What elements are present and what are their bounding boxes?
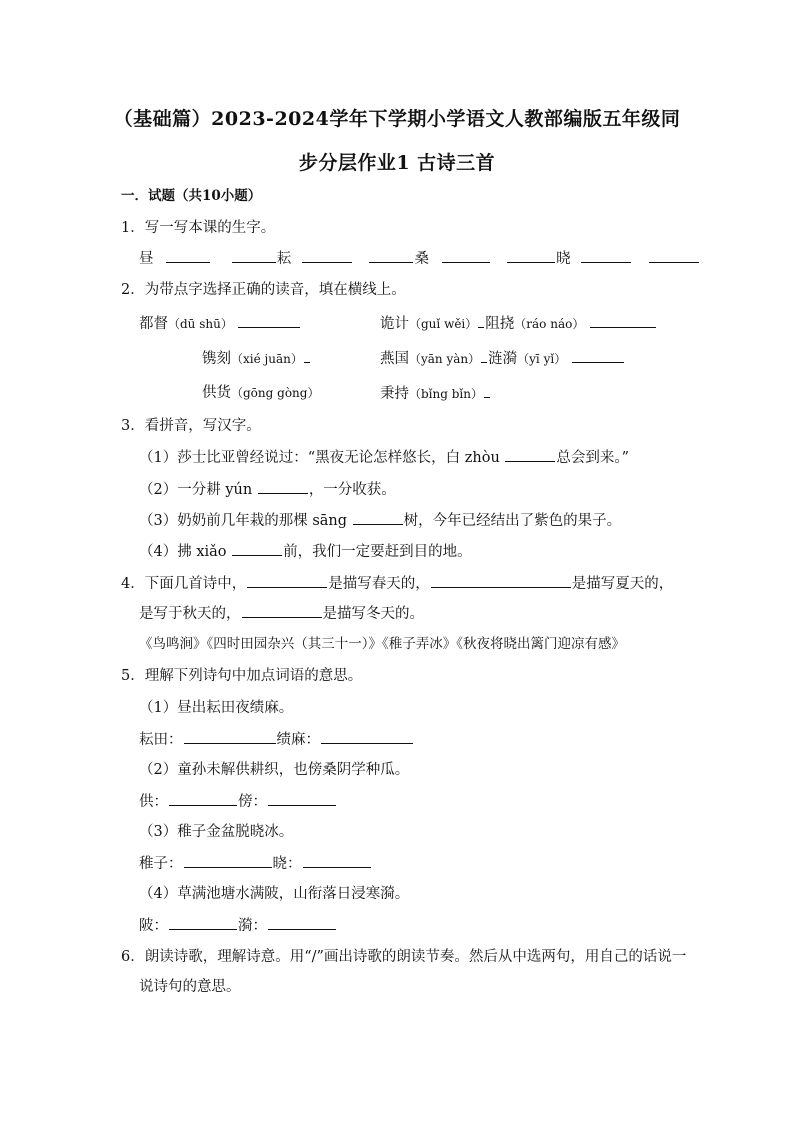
q2-word: 供货 [202, 385, 231, 401]
q5-blank[interactable] [169, 915, 237, 930]
q5-stem: 5．理解下列诗句中加点词语的意思。 [121, 668, 363, 684]
q3-stem: 3．看拼音，写汉字。 [121, 418, 261, 434]
q5-blank[interactable] [184, 853, 272, 868]
q2-item [202, 383, 319, 403]
q4-poem-list: 《鸟鸣涧》《四时田园杂兴（其三十一）》《稚子弄冰》《秋夜将晓出篱门迎凉有感》 [139, 636, 625, 652]
q2-pinyin: （dū shū） [168, 317, 233, 331]
q3-item [139, 447, 629, 468]
q6-line-1: 6．朗读诗歌，理解诗意。用“/”画出诗歌的朗读节奏。然后从中选两句，用自己的话说一 [121, 949, 687, 965]
q4-line-2 [139, 603, 424, 624]
q4-line-1 [121, 573, 673, 594]
q5-verse: （3）稚子金盆脱晓冰。 [139, 824, 294, 840]
q2-blank[interactable] [478, 313, 484, 328]
q3-blank[interactable] [258, 479, 308, 494]
q2-word: 诡计 [380, 316, 409, 332]
q4-blank-winter[interactable] [242, 603, 322, 618]
q2-word: 燕国 [380, 351, 409, 367]
q2-blank[interactable] [238, 313, 300, 328]
q2-item [202, 348, 311, 369]
q3-item [139, 479, 396, 500]
q5-answer-row [139, 729, 414, 750]
q5-term: 供： [139, 794, 168, 810]
q1-char: 昼 [139, 251, 154, 267]
q2-item [380, 313, 657, 334]
q5-term: 耘田： [139, 732, 183, 748]
q4-text: 是写于秋天的， [139, 606, 241, 622]
q3-item [139, 541, 472, 562]
q3-item [139, 510, 621, 531]
q5-blank[interactable] [303, 853, 371, 868]
q3-blank[interactable] [353, 510, 403, 525]
q2-word: 涟漪 [488, 351, 518, 367]
q1-char: 晓 [556, 251, 571, 267]
q5-blank[interactable] [268, 791, 336, 806]
q3-blank[interactable] [232, 541, 282, 556]
title-line-1: （基础篇）2023-2024学年下学期小学语文人教部编版五年级同 [113, 108, 681, 130]
q2-blank[interactable] [481, 348, 487, 363]
q1-blank[interactable] [581, 248, 631, 263]
q1-char: 耘 [276, 251, 292, 267]
q5-blank[interactable] [321, 729, 413, 744]
q1-char: 桑 [414, 251, 429, 267]
q5-verse: （1）昼出耘田夜绩麻。 [139, 700, 294, 716]
q5-answer-row [139, 915, 337, 936]
q5-term: 漪： [238, 918, 267, 934]
q1-blank[interactable] [649, 248, 699, 263]
q3-text: 总会到来。” [556, 450, 630, 466]
q2-word: 镌刻 [202, 351, 231, 367]
q4-text: 4．下面几首诗中， [121, 576, 247, 592]
q2-item [380, 348, 625, 369]
title-line-2: 步分层作业1 古诗三首 [298, 152, 496, 174]
q4-text: 是描写冬天的。 [322, 606, 424, 622]
q2-pinyin: （bǐng bǐn） [409, 387, 483, 401]
q1-blank[interactable] [166, 248, 210, 263]
q3-text: （2）一分耕 yún [139, 482, 257, 498]
section-heading: 一．试题（共10小题） [121, 188, 262, 204]
q4-text: 是描写春天的， [328, 576, 430, 592]
q3-text: （4）拂 xiǎo [139, 544, 232, 560]
q5-blank[interactable] [268, 915, 336, 930]
q5-blank[interactable] [169, 791, 237, 806]
q2-blank[interactable] [484, 383, 490, 398]
q1-blank[interactable] [442, 248, 490, 263]
q2-item [380, 383, 491, 404]
q3-text: 前，我们一定要赶到目的地。 [283, 544, 472, 560]
q1-char-row [139, 248, 700, 269]
q5-answer-row [139, 853, 372, 874]
q1-blank[interactable] [369, 248, 413, 263]
q2-word: 阻挠 [485, 316, 515, 332]
q3-text: （1）莎士比亚曾经说过：“黑夜无论怎样悠长，白 zhòu [139, 450, 505, 466]
q1-blank[interactable] [302, 248, 352, 263]
q2-blank[interactable] [572, 348, 624, 363]
q5-term: 傍： [238, 794, 267, 810]
q2-blank[interactable] [590, 313, 656, 328]
q2-pinyin: （yī yǐ） [517, 352, 567, 366]
q5-answer-row [139, 791, 337, 812]
q5-verse: （2）童孙未解供耕织，也傍桑阴学种瓜。 [139, 762, 410, 778]
q2-word: 秉持 [380, 386, 409, 402]
q4-blank-spring[interactable] [247, 573, 327, 588]
q1-stem: 1．写一写本课的生字。 [121, 220, 276, 236]
q3-text: ，一分收获。 [308, 482, 396, 498]
q1-blank[interactable] [232, 248, 276, 263]
q3-text: （3）奶奶前几年栽的那棵 sāng [139, 513, 352, 529]
q5-term: 绩麻： [276, 732, 320, 748]
q6-line-2: 说诗句的意思。 [139, 979, 241, 995]
q2-word: 都督 [139, 316, 168, 332]
q2-blank[interactable] [304, 348, 310, 363]
q5-blank[interactable] [184, 729, 276, 744]
q5-term: 晓： [272, 856, 302, 872]
q3-blank[interactable] [505, 447, 555, 462]
q2-pinyin: （yān yàn） [409, 352, 481, 366]
q4-text: 是描写夏天的， [571, 576, 674, 592]
q5-term: 陂： [139, 918, 168, 934]
q2-pinyin: （gōng gòng） [231, 386, 320, 400]
q2-pinyin: （ráo náo） [514, 317, 585, 331]
q5-verse: （4）草满池塘水满陂，山衔落日浸寒漪。 [139, 886, 410, 902]
q2-stem: 2．为带点字选择正确的读音，填在横线上。 [121, 282, 406, 298]
q1-blank[interactable] [507, 248, 555, 263]
q3-text: 树，今年已经结出了紫色的果子。 [403, 513, 622, 529]
q2-pinyin: （xié juān） [231, 352, 303, 366]
q4-blank-summer[interactable] [431, 573, 571, 588]
q2-item [139, 313, 301, 334]
q5-term: 稚子： [139, 856, 183, 872]
q2-pinyin: （guǐ wěi） [409, 317, 478, 331]
